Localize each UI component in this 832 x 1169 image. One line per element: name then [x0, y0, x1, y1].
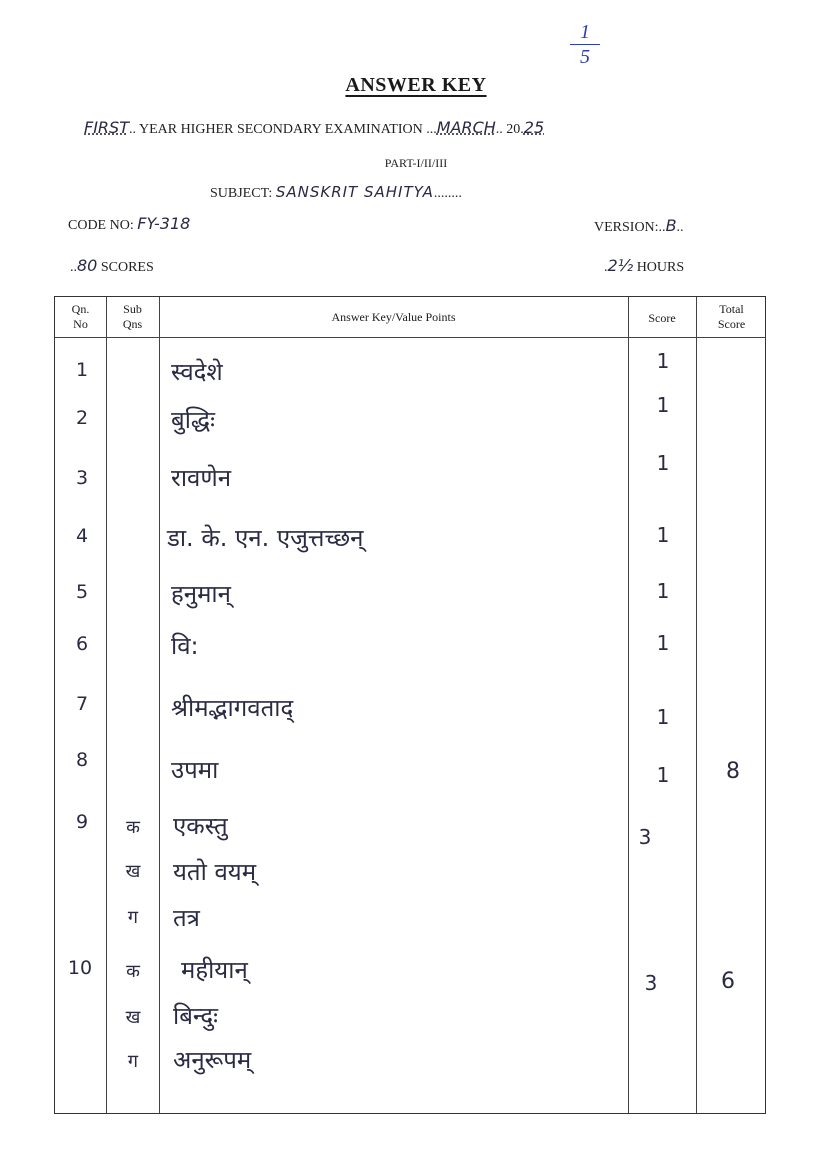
- header-divider: [55, 337, 765, 338]
- row-qn: 6: [75, 633, 89, 655]
- scores-line: ..80 SCORES: [70, 256, 154, 275]
- row-score: 3: [644, 971, 658, 995]
- answer-table: [54, 296, 766, 1114]
- header-total: [696, 302, 767, 332]
- page-number-numerator: 1: [580, 21, 590, 43]
- row-qn: 3: [75, 467, 89, 489]
- row-score: 1: [656, 763, 670, 787]
- row-answer: स्वदेशे: [171, 358, 223, 386]
- row-total: 6: [721, 969, 735, 994]
- document-title: [0, 74, 832, 97]
- row-answer: बिन्दुः: [173, 1002, 218, 1030]
- subject-label: SUBJECT:: [210, 186, 273, 201]
- page-number-mark: [570, 22, 600, 67]
- header-qn-line1: Qn.: [71, 302, 90, 316]
- exam-line: [84, 118, 544, 138]
- subject-line: [210, 183, 462, 202]
- exam-month-handwritten: MARCH: [436, 118, 496, 137]
- row-qn: 4: [75, 525, 89, 547]
- hours-value: 2½: [607, 256, 634, 275]
- version-label: VERSION:..: [594, 220, 666, 235]
- row-total: 8: [726, 759, 740, 784]
- row-sub: ग: [127, 907, 139, 928]
- code-label: CODE NO:: [68, 218, 134, 233]
- row-answer: तत्र: [173, 904, 200, 932]
- hours-label: HOURS: [636, 260, 685, 275]
- row-qn: 10: [67, 957, 93, 979]
- exam-year-suffix: 25: [523, 118, 545, 137]
- fraction-bar: [570, 44, 600, 45]
- exam-line-text: YEAR HIGHER SECONDARY EXAMINATION ...: [138, 122, 437, 137]
- row-qn: 7: [75, 693, 89, 715]
- version-trail: ..: [676, 220, 684, 235]
- row-qn: 2: [75, 407, 89, 429]
- row-qn: 8: [75, 749, 89, 771]
- row-sub: ग: [127, 1051, 139, 1072]
- exam-dots-2: ..: [495, 122, 503, 137]
- hours-line: .2½ HOURS: [604, 256, 685, 275]
- header-qn-line2: No: [73, 317, 88, 331]
- header-total-line1: Total: [719, 302, 744, 316]
- row-answer: बुद्धिः: [171, 406, 215, 434]
- row-answer: डा. के. एन. एजुत्तच्छन्: [167, 524, 364, 552]
- row-score: 3: [638, 825, 652, 849]
- row-score: 1: [656, 523, 670, 547]
- row-answer: श्रीमद्भागवताद्: [171, 694, 294, 722]
- header-answer: Answer Key/Value Points: [331, 310, 456, 324]
- version-value: B: [665, 216, 677, 235]
- header-sub-line1: Sub: [123, 302, 142, 316]
- row-answer: उपमा: [171, 756, 219, 784]
- page-number-denominator: 5: [580, 46, 590, 68]
- row-sub: ख: [125, 861, 141, 882]
- scores-label: SCORES: [100, 260, 154, 275]
- row-score: 1: [656, 451, 670, 475]
- row-score: 1: [656, 631, 670, 655]
- subject-value: SANSKRIT SAHITYA: [275, 183, 434, 201]
- exam-dots-1: ..: [128, 122, 136, 137]
- row-score: 1: [656, 705, 670, 729]
- header-score: Score: [648, 311, 676, 325]
- code-value: FY-318: [137, 214, 191, 233]
- exam-year-handwritten: FIRST: [84, 118, 129, 137]
- header-total-line2: Score: [717, 317, 746, 331]
- header-sub-line2: Qns: [122, 317, 143, 331]
- title-text: ANSWER KEY: [345, 74, 487, 96]
- part-line: PART-I/II/III: [384, 156, 448, 170]
- row-score: 1: [656, 579, 670, 603]
- header-sub: [106, 302, 159, 332]
- row-answer: रावणेन: [171, 464, 232, 492]
- row-sub: ख: [125, 1007, 141, 1028]
- row-sub: क: [126, 961, 140, 982]
- column-divider: [159, 297, 160, 1113]
- row-qn: 9: [75, 811, 89, 833]
- subject-trail: ........: [433, 186, 462, 201]
- row-score: 1: [656, 349, 670, 373]
- row-answer: हनुमान्: [171, 580, 231, 608]
- exam-year-prefix: 20.: [506, 122, 524, 137]
- row-answer: यतो वयम्: [173, 858, 257, 886]
- row-sub: क: [126, 817, 140, 838]
- row-answer: एकस्तु: [173, 812, 228, 840]
- row-qn: 5: [75, 581, 89, 603]
- row-answer: महीयान्: [181, 956, 248, 984]
- scores-value: 80: [77, 256, 98, 275]
- version-line: [594, 216, 684, 236]
- row-qn: 1: [75, 359, 89, 381]
- code-line: [68, 214, 190, 234]
- row-score: 1: [656, 393, 670, 417]
- row-answer: अनुरूपम्: [173, 1046, 252, 1074]
- row-answer: वि:: [171, 632, 199, 660]
- header-qn: [55, 302, 106, 332]
